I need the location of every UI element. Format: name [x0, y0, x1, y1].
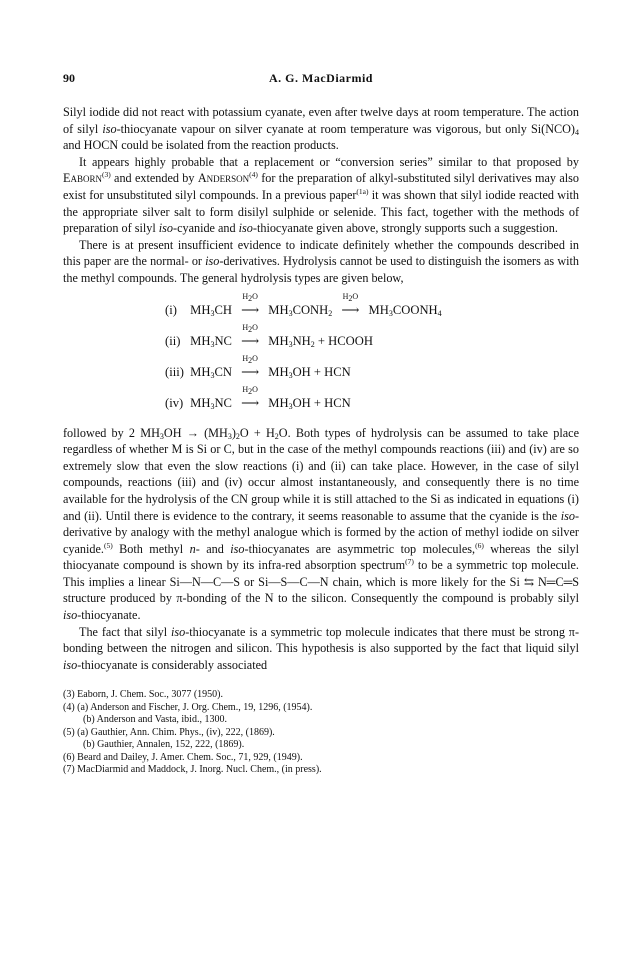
paragraph-3: There is at present insufficient evidence to indicate definitely whether the compounds described in this paper are the normal- or iso-derivatives. Hydrolysis cannot be used to distinguish the isomers as with the methyl compounds. The general hydrolysis types are given below,	[63, 237, 579, 285]
equation-number: (iii)	[165, 364, 184, 379]
page-number: 90	[63, 71, 75, 85]
reference-5a: (5) (a) Gauthier, Ann. Chim. Phys., (iv), 222, (1869).	[63, 726, 275, 738]
body-text-top	[63, 104, 579, 287]
paragraph-1: Silyl iodide did not react with potassium cyanate, even after twelve days at room temperature. The action of silyl iso-thiocyanate vapour on silver cyanate at room temperature was vigorous, but only $Si(NCO)_4$ and HOCN could be isolated from the reaction products.	[63, 105, 579, 153]
paragraph-4: followed by 2 $MH_3OH \to (MH_3)_2O + H_2O$. Both types of hydrolysis can be assumed to take place regardless of whether M is Si or C, but in the case of the methyl compounds reactions (iii) and (iv) are so extremely slow that even the slow reactions (i) and (ii) can take place. However, in the case of silyl compounds, reactions (iii) and (iv) occur almost instantaneously, and consequently there is no time available for the hydrolysis of the CN group while it is still attached to the Si as indicated in equations (i) and (ii). Until there is evidence to the contrary, it seems reasonable to assume that the cyanide is the iso-derivative by analogy with the methyl analogue which is formed by the action of methyl iodide on silver cyanide.$^{(5)}$ Both methyl n- and iso-thiocyanates are asymmetric top molecules,$^{(6)}$ whereas the silyl thiocyanate compound is shown by its infra-red absorption spectrum$^{(7)}$ to be a symmetric top molecule. This implies a linear Si—N—C—S or Si—S—C—N chain, which is more likely for the Si ⇆ N═C═S structure produced by π-bonding of the N to the silicon. Consequently the compound is probably silyl iso-thiocyanate.	[63, 425, 579, 623]
reference-3: (3) Eaborn, J. Chem. Soc., 3077 (1950).	[63, 689, 223, 701]
hydrolysis-equations	[165, 291, 579, 413]
footnote-references	[63, 689, 579, 777]
reaction-arrow: $H_2O$ ⟶	[241, 384, 260, 410]
equation-iv: (iv) $MH_3NC$ $H_2O$ ⟶ $MH_3OH$ + HCN	[165, 384, 351, 411]
reaction-arrow: $H_2O$ ⟶	[241, 322, 260, 348]
reference-5b: (b) Gauthier, Annalen, 152, 222, (1869).	[83, 739, 245, 751]
body-text-bottom	[63, 425, 579, 674]
paragraph-2: It appears highly probable that a replacement or “conversion series” similar to that proposed by Eaborn$^{(3)}$ and extended by Anderson$^{(4)}$ for the preparation of alkyl-substituted silyl derivatives may also exist for unsubstituted silyl compounds. In a previous paper$^{(1a)}$ it was shown that silyl iodide reacted with the appropriate silver salt to form disilyl sulphide or selenide. This fact, together with the methods of preparation of silyl iso-cyanide and iso-thiocyanate given above, strongly supports such a suggestion.	[63, 154, 579, 236]
equation-number: (iv)	[165, 395, 184, 410]
equation-number: (ii)	[165, 333, 181, 348]
reference-6: (6) Beard and Dailey, J. Amer. Chem. Soc., 71, 929, (1949).	[63, 751, 303, 763]
reaction-arrow: $H_2O$ ⟶	[241, 291, 260, 317]
equation-iii: (iii) $MH_3CN$ $H_2O$ ⟶ $MH_3OH$ + HCN	[165, 353, 351, 380]
equation-i: (i) $MH_3CH$ $H_2O$ ⟶ $MH_3CONH_2$ $H_2O$ ⟶ $MH_3COONH_4$	[165, 291, 442, 318]
page	[63, 70, 579, 777]
paragraph-5: The fact that silyl iso-thiocyanate is a symmetric top molecule indicates that there must be strong π-bonding between the nitrogen and silicon. This hypothesis is also supported by the fact that liquid silyl iso-thiocyanate is considerably associated	[63, 624, 579, 672]
reaction-arrow: $H_2O$ ⟶	[341, 291, 360, 317]
reference-4b: (b) Anderson and Vasta, ibid., 1300.	[83, 714, 227, 726]
reference-4a: (4) (a) Anderson and Fischer, J. Org. Chem., 19, 1296, (1954).	[63, 701, 313, 713]
equation-ii: (ii) $MH_3NC$ $H_2O$ ⟶ $MH_3NH_2$ + HCOOH	[165, 322, 373, 349]
running-head: A. G. MacDiarmid	[269, 71, 373, 85]
reference-7: (7) MacDiarmid and Maddock, J. Inorg. Nucl. Chem., (in press).	[63, 764, 322, 776]
reaction-arrow: $H_2O$ ⟶	[241, 353, 260, 379]
page-header	[63, 70, 579, 88]
equation-number: (i)	[165, 302, 177, 317]
